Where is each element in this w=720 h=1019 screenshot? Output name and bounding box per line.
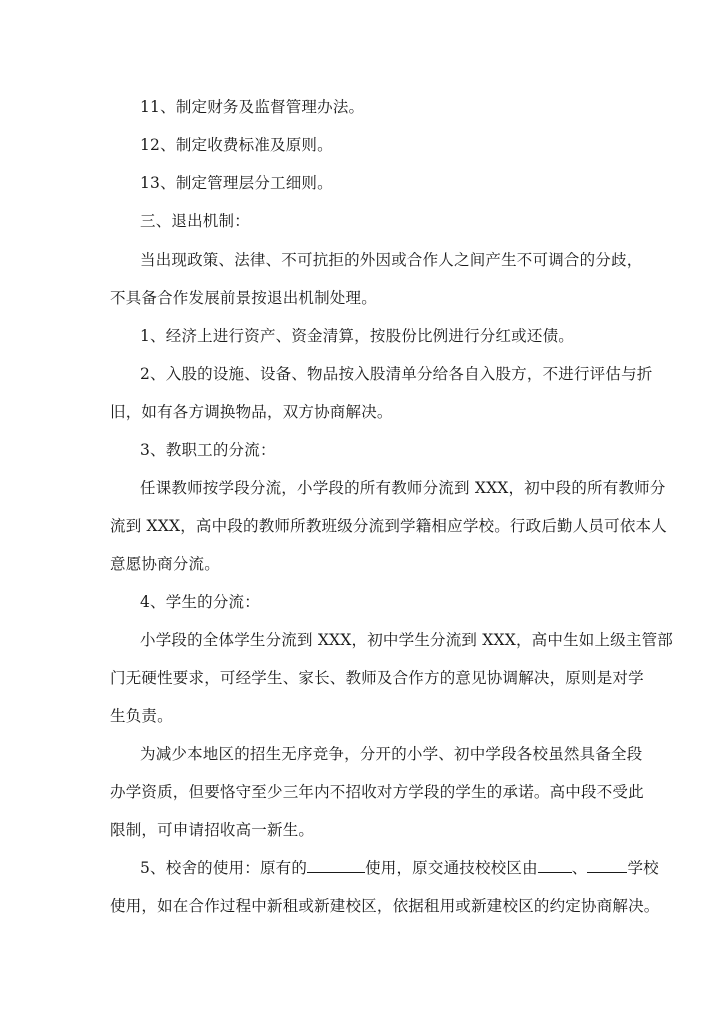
campus-para-line-2: 使用，如在合作过程中新租或新建校区，依据租用或新建校区的约定协商解决。 [110, 897, 660, 915]
item-12: 12、制定收费标准及原则。 [140, 136, 333, 154]
fill-blank-3 [587, 858, 627, 873]
student-para-line-3: 生负责。 [110, 707, 173, 725]
campus-text-a: 5、校舍的使用：原有的 [140, 859, 308, 877]
exit-item-1: 1、经济上进行资产、资金清算，按股份比例进行分红或还债。 [140, 327, 574, 345]
exit-item-4-heading: 4、学生的分流： [140, 593, 260, 611]
enroll-para-line-2: 办学资质，但要恪守至少三年内不招收对方学段的学生的承诺。高中段不受此 [110, 783, 644, 801]
exit-intro-line-2: 不具备合作发展前景按退出机制处理。 [110, 289, 377, 307]
section-heading-exit-mechanism: 三、退出机制： [140, 212, 250, 230]
fill-blank-2 [538, 858, 572, 873]
campus-text-b: 使用，原交通技校校区由 [365, 859, 538, 877]
staff-para-line-1: 任课教师按学段分流，小学段的所有教师分流到 XXX，初中段的所有教师分 [140, 479, 666, 497]
fill-blank-1 [307, 858, 365, 873]
staff-para-line-3: 意愿协商分流。 [110, 555, 220, 573]
exit-item-2-line-2: 旧，如有各方调换物品，双方协商解决。 [110, 403, 393, 421]
campus-text-c: 、 [571, 859, 588, 877]
enroll-para-line-1: 为减少本地区的招生无序竞争，分开的小学、初中学段各校虽然具备全段 [140, 745, 643, 763]
exit-item-3-heading: 3、教职工的分流： [140, 441, 276, 459]
exit-intro-line-1: 当出现政策、法律、不可抗拒的外因或合作人之间产生不可调合的分歧， [140, 251, 643, 269]
campus-text-d: 学校 [627, 859, 659, 877]
item-11: 11、制定财务及监督管理办法。 [140, 98, 365, 116]
enroll-para-line-3: 限制，可申请招收高一新生。 [110, 821, 315, 839]
student-para-line-2: 门无硬性要求，可经学生、家长、教师及合作方的意见协调解决，原则是对学 [110, 669, 644, 687]
staff-para-line-2: 流到 XXX，高中段的教师所教班级分流到学籍相应学校。行政后勤人员可依本人 [110, 517, 667, 535]
campus-para-line-1 [140, 858, 659, 878]
student-para-line-1: 小学段的全体学生分流到 XXX，初中学生分流到 XXX，高中生如上级主管部 [140, 631, 673, 649]
item-13: 13、制定管理层分工细则。 [140, 174, 333, 192]
exit-item-2-line-1: 2、入股的设施、设备、物品按入股清单分给各自入股方，不进行评估与折 [140, 365, 653, 383]
